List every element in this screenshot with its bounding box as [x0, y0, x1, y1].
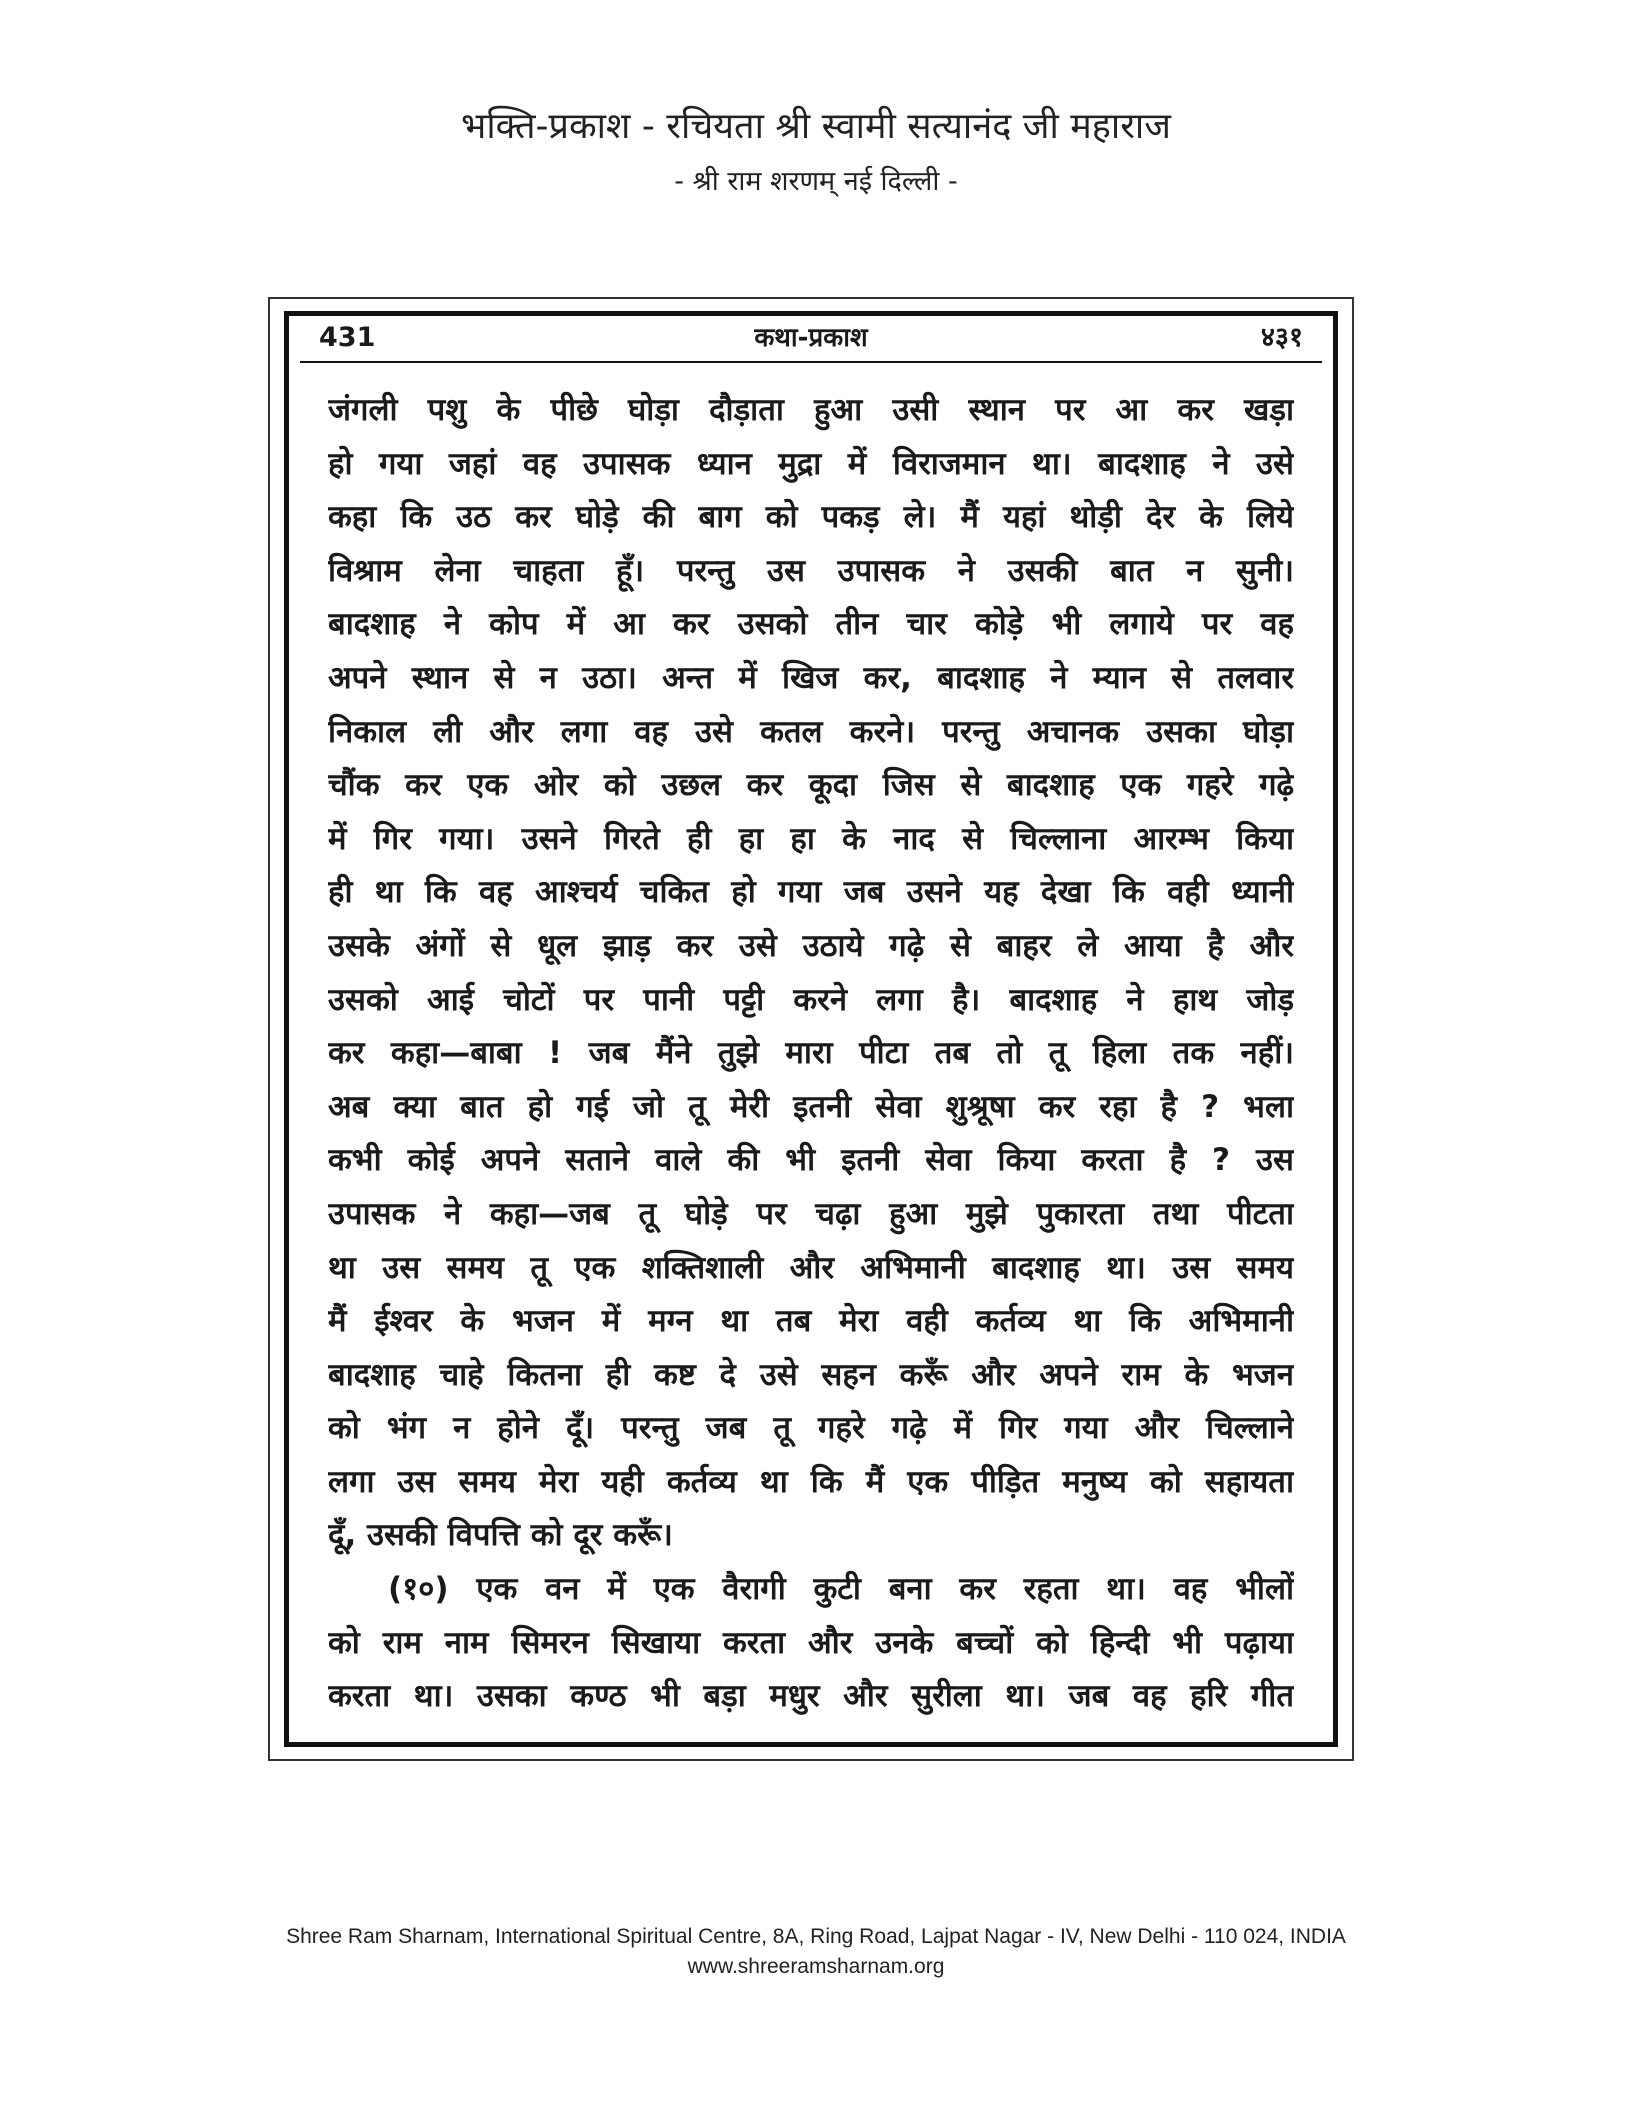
text-line: जंगली पशु के पीछे घोड़ा दौड़ाता हुआ उसी स्थान पर आ कर खड़ा	[328, 392, 1294, 428]
page-number-arabic: 431	[319, 322, 376, 353]
text-line: उसके अंगों से धूल झाड़ कर उसे उठाये गढ़े से बाहर ले आया है और	[328, 927, 1294, 964]
text-line: निकाल ली और लगा वह उसे कतल करने। परन्तु अचानक उसका घोड़ा	[328, 713, 1294, 750]
footer-address: Shree Ram Sharnam, International Spiritual Centre, 8A, Ring Road, Lajpat Nagar - IV, New Delhi - 110 024, INDIA	[286, 1925, 1346, 1948]
text-line: बादशाह ने कोप में आ कर उसको तीन चार कोड़े भी लगाये पर वह	[328, 606, 1294, 643]
text-line: लगा उस समय मेरा यही कर्तव्य था कि मैं एक पीड़ित मनुष्य को सहायता	[328, 1463, 1294, 1500]
text-line: कहा कि उठ कर घोड़े की बाग को पकड़ ले। मैं यहां थोड़ी देर के लिये	[328, 499, 1294, 536]
running-head-rule	[300, 361, 1322, 363]
footer-website: www.shreeramsharnam.org	[687, 1955, 945, 1978]
text-line: को भंग न होने दूँ। परन्तु जब तू गहरे गढ़े में गिर गया और चिल्लाने	[328, 1410, 1294, 1447]
text-line: चौंक कर एक ओर को उछल कर कूदा जिस से बादशाह एक गहरे गढ़े	[328, 767, 1294, 804]
book-header-title: भक्ति-प्रकाश - रचियता श्री स्वामी सत्यानंद जी महाराज	[461, 106, 1171, 147]
text-line: कर कहा—बाबा ! जब मैंने तुझे मारा पीटा तब तो तू हिला तक नहीं।	[328, 1035, 1294, 1072]
text-line: अब क्या बात हो गई जो तू मेरी इतनी सेवा शुश्रूषा कर रहा है ? भला	[328, 1088, 1294, 1125]
text-line: ही था कि वह आश्चर्य चकित हो गया जब उसने यह देखा कि वही ध्यानी	[328, 874, 1294, 911]
text-line: कभी कोई अपने सताने वाले की भी इतनी सेवा किया करता है ? उस	[328, 1142, 1294, 1179]
text-line: को राम नाम सिमरन सिखाया करता और उनके बच्चों को हिन्दी भी पढ़ाया	[328, 1624, 1294, 1661]
text-line: विश्राम लेना चाहता हूँ। परन्तु उस उपासक ने उसकी बात न सुनी।	[328, 552, 1294, 589]
text-line-paragraph-start: (१०) एक वन में एक वैरागी कुटी बना कर रहता था। वह भीलों	[388, 1571, 1294, 1608]
book-header-subtitle: - श्री राम शरणम् नई दिल्ली -	[674, 166, 958, 197]
text-line: था उस समय तू एक शक्तिशाली और अभिमानी बादशाह था। उस समय	[328, 1249, 1294, 1286]
text-line-paragraph-end: दूँ, उसकी विपत्ति को दूर करूँ।	[328, 1517, 673, 1554]
page-number-devanagari: ४३१	[1260, 322, 1303, 353]
text-line: अपने स्थान से न उठा। अन्त में खिज कर, बादशाह ने म्यान से तलवार	[328, 659, 1294, 696]
running-title: कथा-प्रकाश	[754, 323, 868, 353]
text-line: उसको आई चोटों पर पानी पट्टी करने लगा है। बादशाह ने हाथ जोड़	[328, 981, 1294, 1018]
page-body-text	[328, 384, 1294, 1724]
text-line: करता था। उसका कण्ठ भी बड़ा मधुर और सुरीला था। जब वह हरि गीत	[328, 1678, 1294, 1715]
text-line: मैं ईश्वर के भजन में मग्न था तब मेरा वही कर्तव्य था कि अभिमानी	[328, 1303, 1294, 1340]
text-line: उपासक ने कहा—जब तू घोड़े पर चढ़ा हुआ मुझे पुकारता तथा पीटता	[328, 1195, 1294, 1232]
text-line: में गिर गया। उसने गिरते ही हा हा के नाद से चिल्लाना आरम्भ किया	[328, 820, 1294, 857]
text-line: बादशाह चाहे कितना ही कष्ट दे उसे सहन करूँ और अपने राम के भजन	[328, 1356, 1294, 1393]
text-line: हो गया जहां वह उपासक ध्यान मुद्रा में विराजमान था। बादशाह ने उसे	[328, 445, 1294, 482]
running-head	[289, 318, 1333, 360]
